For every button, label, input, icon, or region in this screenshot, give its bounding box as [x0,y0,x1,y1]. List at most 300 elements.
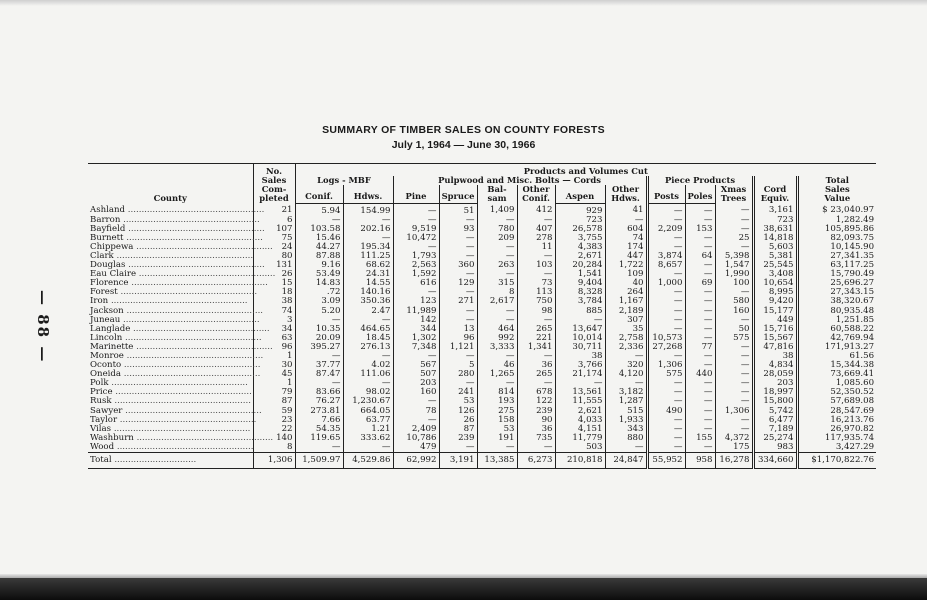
cell-spruce: 93 [439,225,477,234]
cell-value: 15,344.38 [797,361,876,370]
cell-sales: 26 [253,270,295,279]
cell-posts: — [647,270,685,279]
cell-other-hdws: 515 [605,407,647,416]
cell-poles: — [685,261,715,270]
cell-hdws: 350.36 [343,297,393,306]
header-other-hdws [605,185,647,203]
cell-other-conif: 735 [517,434,555,443]
cell-spruce: 129 [439,279,477,288]
cell-conif: 37.77 [295,361,343,370]
cell-conif: 76.27 [295,397,343,406]
leader-dots: .................................................. [123,305,264,316]
totals-value: $1,170,822.76 [797,453,876,469]
cell-balsam: 1,265 [477,370,517,379]
header-pulpwood-group: Pulpwood and Misc. Bolts — Cords [393,176,647,185]
totals-posts: 55,952 [647,453,685,469]
cell-value: 15,790.49 [797,270,876,279]
cell-hdws: 24.31 [343,270,393,279]
cell-xmas: 1,306 [715,407,753,416]
cell-hdws: 111.25 [343,252,393,261]
cell-aspen: 3,755 [555,234,605,243]
cell-balsam: 464 [477,325,517,334]
cell-value: 60,588.22 [797,325,876,334]
cell-cord: 25,274 [753,434,797,443]
cell-other-conif: 122 [517,397,555,406]
cell-cord: 10,654 [753,279,797,288]
cell-sales: 80 [253,252,295,261]
header-no-sales-line3: Com- [261,184,287,194]
cell-value: 105,895.86 [797,225,876,234]
cell-other-conif: 239 [517,407,555,416]
cell-posts: 10,573 [647,334,685,343]
cell-pine: 2,563 [393,261,439,270]
county-name: Ashland [90,205,126,216]
cell-poles: — [685,361,715,370]
cell-posts: — [647,443,685,453]
cell-conif: 14.83 [295,279,343,288]
leader-dots: .................................................. [136,269,276,280]
cell-posts: — [647,397,685,406]
cell-value: 80,935.48 [797,307,876,316]
cell-posts: 2,209 [647,225,685,234]
cell-other-conif: — [517,352,555,361]
cell-poles: — [685,316,715,325]
cell-aspen: 503 [555,443,605,453]
cell-posts: 1,306 [647,361,685,370]
leader-dots: .................................................. [114,441,254,452]
cell-hdws: — [343,352,393,361]
leader-dots: .................................................. [111,396,251,407]
cell-other-hdws: 320 [605,361,647,370]
cell-cord: 3,408 [753,270,797,279]
cell-other-hdws: — [605,352,647,361]
cell-xmas: — [715,288,753,297]
cell-aspen: 26,578 [555,225,605,234]
cell-other-hdws: 40 [605,279,647,288]
cell-hdws: 2.47 [343,307,393,316]
cell-conif: .72 [295,288,343,297]
cell-balsam: 1,409 [477,203,517,216]
cell-value: 27,343.15 [797,288,876,297]
cell-conif: 3.09 [295,297,343,306]
county-name: Lincoln [90,332,123,343]
cell-other-conif: — [517,216,555,225]
cell-value: 10,145.90 [797,243,876,252]
cell-other-hdws: 3,182 [605,388,647,397]
cell-hdws: — [343,379,393,388]
cell-other-hdws: 174 [605,243,647,252]
cell-aspen: 13,561 [555,388,605,397]
cell-posts: — [647,434,685,443]
leader-dots: .................................................. [133,341,273,352]
cell-value: 73,669.41 [797,370,876,379]
cell-poles: — [685,388,715,397]
cell-sales: 21 [253,203,295,216]
cell-conif: 273.81 [295,407,343,416]
totals-hdws: 4,529.86 [343,453,393,469]
cell-aspen: 723 [555,216,605,225]
cell-cord: 203 [753,379,797,388]
county-name: Washburn [90,432,134,443]
cell-conif: 44.27 [295,243,343,252]
cell-cord: 983 [753,443,797,453]
cell-hdws: 98.02 [343,388,393,397]
header-cord-line1: Cord [763,184,787,194]
cell-value: 26,970.82 [797,425,876,434]
cell-aspen: 4,151 [555,425,605,434]
cell-sales: 107 [253,225,295,234]
cell-poles: — [685,416,715,425]
cell-spruce: 26 [439,416,477,425]
cell-other-conif: 678 [517,388,555,397]
cell-sales: 96 [253,343,295,352]
cell-poles: — [685,443,715,453]
header-conif: Conif. [295,185,343,203]
cell-poles: 440 [685,370,715,379]
header-balsam [477,185,517,203]
cell-aspen: 11,779 [555,434,605,443]
cell-sales: 131 [253,261,295,270]
totals-poles: 958 [685,453,715,469]
cell-poles: — [685,307,715,316]
cell-hdws: 664.05 [343,407,393,416]
cell-hdws: 464.65 [343,325,393,334]
cell-balsam: 158 [477,416,517,425]
leader-dots: .................................................. [111,423,251,434]
county-name-cell [88,443,253,453]
cell-conif: — [295,352,343,361]
cell-poles: — [685,203,715,216]
cell-spruce: — [439,288,477,297]
cell-aspen: 1,541 [555,270,605,279]
cell-conif: 103.58 [295,225,343,234]
header-piece-group: Piece Products [647,176,753,185]
header-total-line3: Value [824,193,851,203]
header-logs-group: Logs - MBF [295,176,393,185]
header-no-sales [253,164,295,204]
cell-pine: 203 [393,379,439,388]
cell-other-conif: 113 [517,288,555,297]
cell-balsam: 46 [477,361,517,370]
cell-cord: 25,545 [753,261,797,270]
cell-balsam: 814 [477,388,517,397]
cell-posts: — [647,297,685,306]
cell-sales: 6 [253,216,295,225]
cell-sales: 74 [253,307,295,316]
cell-value: 63,117.25 [797,261,876,270]
leader-dots: .................................................. [120,214,260,225]
totals-other-conif: 6,273 [517,453,555,469]
cell-posts: 27,268 [647,343,685,352]
cell-posts: 3,874 [647,252,685,261]
cell-other-hdws: 604 [605,225,647,234]
county-name: Iron [90,296,109,307]
county-name: Jackson [90,305,124,316]
header-products-group: Products and Volumes Cut [295,164,876,177]
cell-sales: 8 [253,443,295,453]
cell-cord: 15,567 [753,334,797,343]
cell-poles: — [685,270,715,279]
cell-value: 171,913.27 [797,343,876,352]
cell-balsam: — [477,352,517,361]
cell-aspen: 4,383 [555,243,605,252]
cell-sales: 24 [253,243,295,252]
cell-xmas: — [715,370,753,379]
cell-hdws: 202.16 [343,225,393,234]
leader-dots: .................................................. [125,260,265,271]
header-other-conif [517,185,555,203]
county-name: Oconto [90,360,122,371]
cell-value: 3,427.29 [797,443,876,453]
leader-dots: .................................................. [125,205,265,216]
cell-aspen: 9,404 [555,279,605,288]
header-balsam-line2: sam [487,193,507,203]
cell-other-conif: 73 [517,279,555,288]
cell-xmas: — [715,225,753,234]
cell-xmas: 175 [715,443,753,453]
cell-hdws: 140.16 [343,288,393,297]
cell-xmas: — [715,203,753,216]
cell-aspen: — [555,379,605,388]
cell-hdws: 154.99 [343,203,393,216]
cell-spruce: — [439,234,477,243]
leader-dots: .................................................. [120,314,260,325]
cell-xmas: — [715,243,753,252]
header-other-hdws-line1: Other [612,184,639,194]
cell-sales: 87 [253,397,295,406]
cell-other-conif: 98 [517,307,555,316]
cell-pine: — [393,216,439,225]
cell-sales: 15 [253,279,295,288]
cell-cord: 7,189 [753,425,797,434]
leader-dots: .................................................. [125,223,265,234]
page-top-edge [0,0,927,6]
cell-other-conif: 1,341 [517,343,555,352]
cell-balsam: 2,617 [477,297,517,306]
cell-cord: 723 [753,216,797,225]
leader-dots: .................................................. [117,414,257,425]
cell-spruce: 126 [439,407,477,416]
leader-dots: .................................................. [128,278,268,289]
cell-pine: 507 [393,370,439,379]
cell-xmas: — [715,397,753,406]
cell-xmas: 160 [715,307,753,316]
county-name: Polk [90,378,109,389]
county-name: Burnett [90,232,124,243]
cell-xmas: — [715,216,753,225]
cell-other-hdws: 2,336 [605,343,647,352]
cell-balsam: — [477,243,517,252]
cell-conif: 83.66 [295,388,343,397]
cell-conif: 20.09 [295,334,343,343]
cell-other-hdws: 2,189 [605,307,647,316]
cell-posts: — [647,203,685,216]
cell-hdws: 1.21 [343,425,393,434]
cell-balsam: 275 [477,407,517,416]
cell-posts: 8,657 [647,261,685,270]
leader-dots: .................................................. [123,232,263,243]
cell-pine: 123 [393,297,439,306]
cell-hdws: 333.62 [343,434,393,443]
cell-sales: 1 [253,379,295,388]
cell-other-hdws: — [605,443,647,453]
cell-pine: 1,302 [393,334,439,343]
cell-value: 1,282.49 [797,216,876,225]
leader-dots: .................................................. [133,241,273,252]
cell-posts: 1,000 [647,279,685,288]
cell-aspen: 11,555 [555,397,605,406]
cell-other-hdws: 447 [605,252,647,261]
page-subtitle: July 1, 1964 — June 30, 1966 [391,139,536,151]
header-xmas-line2: Trees [720,193,747,203]
cell-other-conif: 36 [517,361,555,370]
cell-conif: 119.65 [295,434,343,443]
cell-balsam: 3,333 [477,343,517,352]
cell-hdws: — [343,443,393,453]
county-name: Forest [90,287,118,298]
cell-aspen: 10,014 [555,334,605,343]
leader-dots: .................................................. [112,387,252,398]
totals-balsam: 13,385 [477,453,517,469]
cell-hdws: 195.34 [343,243,393,252]
cell-aspen: 929 [555,203,605,216]
header-poles: Poles [685,185,715,203]
totals-pine: 62,992 [393,453,439,469]
cell-other-conif: — [517,270,555,279]
cell-poles: — [685,352,715,361]
cell-sales: 18 [253,288,295,297]
cell-conif: 5.94 [295,203,343,216]
cell-sales: 45 [253,370,295,379]
cell-spruce: 87 [439,425,477,434]
cell-aspen: 3,784 [555,297,605,306]
cell-cord: 47,816 [753,343,797,352]
cell-other-hdws: 109 [605,270,647,279]
cell-xmas: — [715,352,753,361]
header-xmas-line1: Xmas [720,184,747,194]
cell-aspen: 38 [555,352,605,361]
cell-xmas: — [715,388,753,397]
cell-cord: 4,834 [753,361,797,370]
county-name: Eau Claire [90,269,137,280]
cell-cord: 8,995 [753,288,797,297]
cell-posts: — [647,425,685,434]
totals-label: Total .............................. [88,453,253,469]
cell-pine: 9,519 [393,225,439,234]
cell-posts: 575 [647,370,685,379]
cell-sales: 63 [253,334,295,343]
cell-pine: — [393,352,439,361]
page-title: SUMMARY OF TIMBER SALES ON COUNTY FORESTS [322,124,605,136]
cell-other-hdws: 880 [605,434,647,443]
cell-xmas: — [715,316,753,325]
cell-sales: 140 [253,434,295,443]
cell-poles: — [685,425,715,434]
cell-aspen: 2,621 [555,407,605,416]
county-name: Barron [90,214,121,225]
county-name: Marinette [90,341,134,352]
cell-other-hdws: — [605,216,647,225]
cell-poles: — [685,288,715,297]
cell-other-conif: 750 [517,297,555,306]
cell-balsam: 53 [477,425,517,434]
cell-value: 28,547.69 [797,407,876,416]
cell-poles: 77 [685,343,715,352]
cell-hdws: 63.77 [343,416,393,425]
cell-pine: 616 [393,279,439,288]
cell-pine: — [393,416,439,425]
cell-hdws: 18.45 [343,334,393,343]
county-name: Wood [90,441,115,452]
cell-other-conif: 265 [517,370,555,379]
cell-value: 25,696.27 [797,279,876,288]
cell-hdws: 4.02 [343,361,393,370]
cell-balsam: — [477,307,517,316]
cell-spruce: 271 [439,297,477,306]
cell-pine: 2,409 [393,425,439,434]
county-name: Douglas [90,260,126,271]
table-body [88,203,876,453]
cell-balsam: 193 [477,397,517,406]
county-name: Rusk [90,396,112,407]
cell-pine: — [393,288,439,297]
cell-cord: 14,818 [753,234,797,243]
cell-value: 82,093.75 [797,234,876,243]
cell-xmas: — [715,425,753,434]
leader-dots: .................................................. [113,250,254,261]
cell-aspen: 20,284 [555,261,605,270]
leader-dots: .................................................. [121,360,261,371]
cell-pine: — [393,203,439,216]
cell-other-hdws: 1,287 [605,397,647,406]
cell-cord: 3,161 [753,203,797,216]
cell-pine: 1,592 [393,270,439,279]
cell-value: 38,320.67 [797,297,876,306]
header-county: County [88,164,253,204]
header-pine: Pine [393,185,439,203]
cell-cord: 15,177 [753,307,797,316]
cell-posts: — [647,388,685,397]
cell-other-conif: 221 [517,334,555,343]
cell-spruce: — [439,252,477,261]
cell-xmas: 25 [715,234,753,243]
cell-other-hdws: 2,758 [605,334,647,343]
cell-aspen: 30,711 [555,343,605,352]
cell-posts: — [647,216,685,225]
cell-aspen: 2,671 [555,252,605,261]
totals-spruce: 3,191 [439,453,477,469]
cell-aspen: 885 [555,307,605,316]
cell-xmas: 5,398 [715,252,753,261]
cell-other-hdws: 1,167 [605,297,647,306]
cell-conif: 15.46 [295,234,343,243]
cell-pine: — [393,397,439,406]
cell-conif: 87.88 [295,252,343,261]
county-name: Chippewa [90,241,134,252]
header-no-sales-line2: Sales [261,175,287,185]
header-cord-equiv [753,176,797,203]
cell-hdws: — [343,216,393,225]
header-xmas-trees [715,185,753,203]
totals-xmas: 16,278 [715,453,753,469]
cell-conif: 9.16 [295,261,343,270]
cell-balsam: 209 [477,234,517,243]
cell-conif: 54.35 [295,425,343,434]
totals-sales: 1,306 [253,453,295,469]
header-spruce: Spruce [439,185,477,203]
cell-conif: 10.35 [295,325,343,334]
leader-dots: .................................................. [108,378,248,389]
